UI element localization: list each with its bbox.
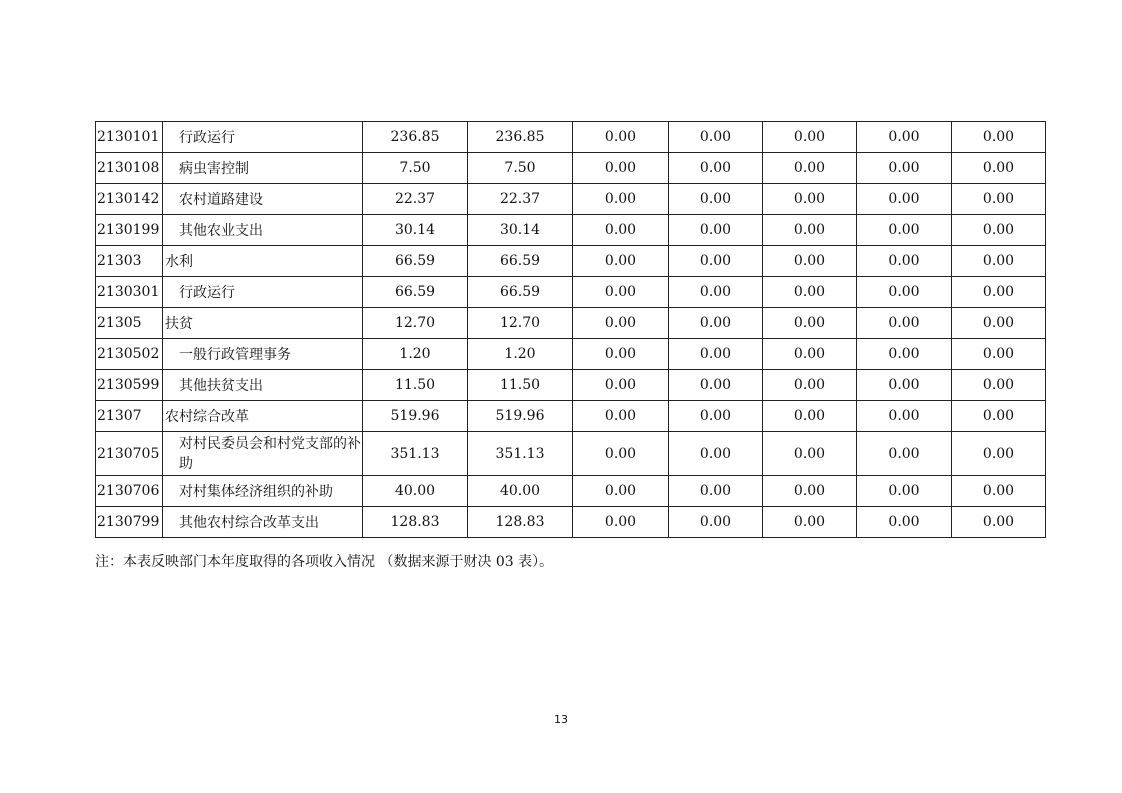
table-row	[96, 432, 1046, 476]
amount-cell: 12.70	[363, 308, 468, 339]
account-name-cell: 其他农业支出	[163, 215, 363, 246]
amount-cell: 11.50	[363, 370, 468, 401]
amount-cell: 128.83	[468, 507, 573, 538]
amount-cell: 0.00	[857, 432, 952, 476]
amount-cell: 0.00	[763, 370, 857, 401]
amount-cell: 0.00	[573, 401, 669, 432]
amount-cell: 66.59	[363, 277, 468, 308]
amount-cell: 0.00	[763, 246, 857, 277]
amount-cell: 0.00	[952, 476, 1046, 507]
amount-cell: 0.00	[669, 432, 763, 476]
amount-cell: 40.00	[363, 476, 468, 507]
account-name-cell: 行政运行	[163, 122, 363, 153]
amount-cell: 0.00	[952, 339, 1046, 370]
account-name-cell: 农村道路建设	[163, 184, 363, 215]
amount-cell: 351.13	[468, 432, 573, 476]
amount-cell: 0.00	[857, 308, 952, 339]
amount-cell: 0.00	[763, 476, 857, 507]
amount-cell: 0.00	[573, 153, 669, 184]
amount-cell: 351.13	[363, 432, 468, 476]
amount-cell: 0.00	[763, 308, 857, 339]
amount-cell: 0.00	[952, 370, 1046, 401]
amount-cell: 236.85	[468, 122, 573, 153]
amount-cell: 0.00	[669, 339, 763, 370]
amount-cell: 0.00	[952, 507, 1046, 538]
account-name-cell: 一般行政管理事务	[163, 339, 363, 370]
amount-cell: 0.00	[669, 401, 763, 432]
amount-cell: 0.00	[763, 432, 857, 476]
account-name-cell: 行政运行	[163, 277, 363, 308]
amount-cell: 0.00	[573, 277, 669, 308]
amount-cell: 40.00	[468, 476, 573, 507]
table-row	[96, 246, 1046, 277]
account-name-cell: 病虫害控制	[163, 153, 363, 184]
table-row	[96, 308, 1046, 339]
amount-cell: 519.96	[363, 401, 468, 432]
amount-cell: 0.00	[857, 277, 952, 308]
amount-cell: 66.59	[468, 246, 573, 277]
account-name-cell: 农村综合改革	[163, 401, 363, 432]
amount-cell: 30.14	[468, 215, 573, 246]
amount-cell: 0.00	[952, 401, 1046, 432]
amount-cell: 0.00	[952, 246, 1046, 277]
amount-cell: 7.50	[468, 153, 573, 184]
amount-cell: 236.85	[363, 122, 468, 153]
amount-cell: 30.14	[363, 215, 468, 246]
amount-cell: 0.00	[952, 308, 1046, 339]
amount-cell: 7.50	[363, 153, 468, 184]
account-name-cell: 对村民委员会和村党支部的补助	[163, 432, 363, 476]
amount-cell: 0.00	[952, 432, 1046, 476]
amount-cell: 1.20	[363, 339, 468, 370]
amount-cell: 0.00	[573, 370, 669, 401]
amount-cell: 0.00	[573, 122, 669, 153]
amount-cell: 0.00	[573, 339, 669, 370]
amount-cell: 11.50	[468, 370, 573, 401]
amount-cell: 22.37	[468, 184, 573, 215]
account-code-cell: 2130705	[96, 432, 163, 476]
amount-cell: 0.00	[857, 122, 952, 153]
amount-cell: 0.00	[573, 507, 669, 538]
table-row	[96, 476, 1046, 507]
amount-cell: 0.00	[763, 339, 857, 370]
amount-cell: 12.70	[468, 308, 573, 339]
amount-cell: 0.00	[857, 246, 952, 277]
amount-cell: 66.59	[363, 246, 468, 277]
table-body	[96, 122, 1046, 538]
amount-cell: 0.00	[669, 215, 763, 246]
table-row	[96, 370, 1046, 401]
amount-cell: 0.00	[763, 184, 857, 215]
amount-cell: 0.00	[763, 277, 857, 308]
account-name-cell: 水利	[163, 246, 363, 277]
amount-cell: 0.00	[763, 215, 857, 246]
table-row	[96, 122, 1046, 153]
amount-cell: 0.00	[669, 308, 763, 339]
amount-cell: 0.00	[857, 370, 952, 401]
amount-cell: 0.00	[669, 507, 763, 538]
account-name-cell: 对村集体经济组织的补助	[163, 476, 363, 507]
table-note: 注：本表反映部门本年度取得的各项收入情况 （数据来源于财决 03 表）。	[95, 554, 554, 570]
account-code-cell: 21307	[96, 401, 163, 432]
amount-cell: 0.00	[763, 507, 857, 538]
amount-cell: 22.37	[363, 184, 468, 215]
amount-cell: 0.00	[763, 122, 857, 153]
amount-cell: 0.00	[857, 401, 952, 432]
amount-cell: 519.96	[468, 401, 573, 432]
amount-cell: 0.00	[669, 122, 763, 153]
account-code-cell: 2130101	[96, 122, 163, 153]
page-number: 13	[554, 713, 568, 726]
amount-cell: 0.00	[573, 184, 669, 215]
table-row	[96, 277, 1046, 308]
amount-cell: 0.00	[669, 246, 763, 277]
amount-cell: 0.00	[573, 308, 669, 339]
amount-cell: 0.00	[573, 476, 669, 507]
amount-cell: 0.00	[763, 153, 857, 184]
amount-cell: 128.83	[363, 507, 468, 538]
amount-cell: 0.00	[857, 153, 952, 184]
amount-cell: 66.59	[468, 277, 573, 308]
account-code-cell: 2130502	[96, 339, 163, 370]
amount-cell: 0.00	[573, 432, 669, 476]
amount-cell: 1.20	[468, 339, 573, 370]
amount-cell: 0.00	[857, 339, 952, 370]
table-row	[96, 153, 1046, 184]
account-code-cell: 21303	[96, 246, 163, 277]
amount-cell: 0.00	[857, 184, 952, 215]
account-name-cell: 其他扶贫支出	[163, 370, 363, 401]
amount-cell: 0.00	[857, 215, 952, 246]
account-code-cell: 2130301	[96, 277, 163, 308]
amount-cell: 0.00	[952, 215, 1046, 246]
account-code-cell: 2130199	[96, 215, 163, 246]
table-row	[96, 339, 1046, 370]
amount-cell: 0.00	[952, 184, 1046, 215]
amount-cell: 0.00	[573, 246, 669, 277]
account-name-cell: 扶贫	[163, 308, 363, 339]
amount-cell: 0.00	[573, 215, 669, 246]
account-code-cell: 21305	[96, 308, 163, 339]
account-code-cell: 2130108	[96, 153, 163, 184]
amount-cell: 0.00	[669, 184, 763, 215]
amount-cell: 0.00	[857, 507, 952, 538]
amount-cell: 0.00	[857, 476, 952, 507]
table-row	[96, 215, 1046, 246]
account-code-cell: 2130142	[96, 184, 163, 215]
amount-cell: 0.00	[669, 370, 763, 401]
amount-cell: 0.00	[952, 122, 1046, 153]
table-row	[96, 401, 1046, 432]
amount-cell: 0.00	[952, 277, 1046, 308]
budget-table	[95, 121, 1046, 538]
table-row	[96, 507, 1046, 538]
account-name-cell: 其他农村综合改革支出	[163, 507, 363, 538]
account-code-cell: 2130599	[96, 370, 163, 401]
amount-cell: 0.00	[669, 476, 763, 507]
table-row	[96, 184, 1046, 215]
account-code-cell: 2130799	[96, 507, 163, 538]
amount-cell: 0.00	[669, 277, 763, 308]
amount-cell: 0.00	[669, 153, 763, 184]
amount-cell: 0.00	[763, 401, 857, 432]
account-code-cell: 2130706	[96, 476, 163, 507]
amount-cell: 0.00	[952, 153, 1046, 184]
